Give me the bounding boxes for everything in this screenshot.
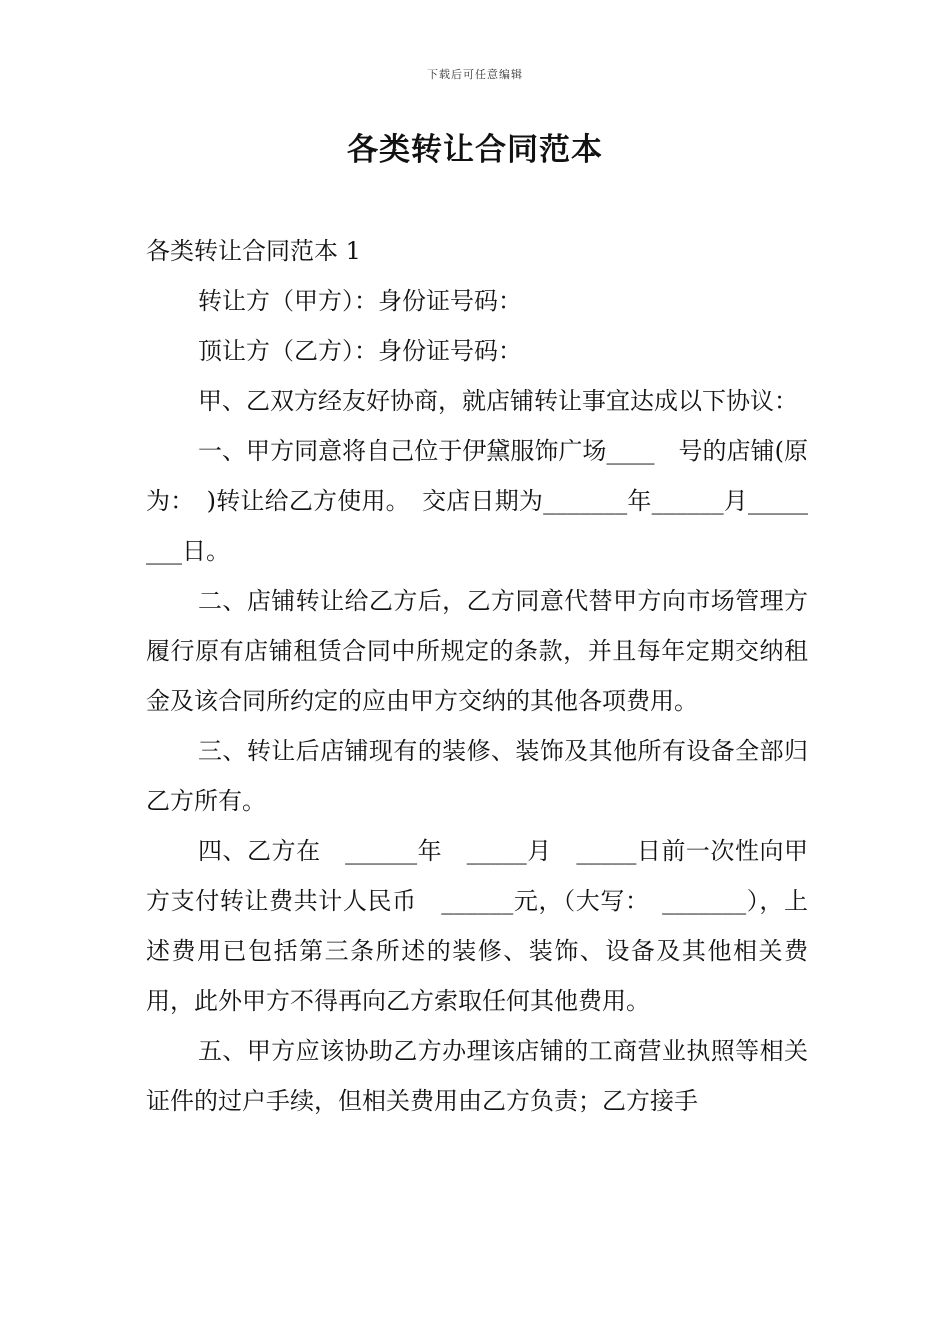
paragraph-clause-5: 五、甲方应该协助乙方办理该店铺的工商营业执照等相关证件的过户手续，但相关费用由乙方负责；乙方接手 bbox=[146, 1037, 808, 1115]
paragraph-transferor: 转让方（甲方）：身份证号码： bbox=[198, 287, 522, 315]
section-heading: 各类转让合同范本 1 bbox=[146, 237, 361, 265]
paragraph-clause-2: 二、店铺转让给乙方后，乙方同意代替甲方向市场管理方履行原有店铺租赁合同中所规定的条款，并且每年定期交纳租金及该合同所约定的应由甲方交纳的其他各项费用。 bbox=[146, 587, 808, 715]
paragraph-clause-4: 四、乙方在 ______年 _____月 _____日前一次性向甲方支付转让费共计人民币 ______元，（大写： _______），上述费用已包括第三条所述的装修、装饰、设备及其他相关费用，此外甲方不得再向乙方索取任何其他费用。 bbox=[146, 837, 808, 1015]
paragraph-transferee: 顶让方（乙方）：身份证号码： bbox=[198, 337, 522, 365]
paragraph-clause-3: 三、转让后店铺现有的装修、装饰及其他所有设备全部归乙方所有。 bbox=[146, 737, 808, 815]
document-body bbox=[146, 226, 808, 1126]
document-title: 各类转让合同范本 bbox=[347, 132, 603, 168]
paragraph-intro: 甲、乙双方经友好协商，就店铺转让事宜达成以下协议： bbox=[198, 387, 798, 415]
paragraph-clause-1: 一、甲方同意将自己位于伊黛服饰广场____ 号的店铺(原为： )转让给乙方使用。 交店日期为_______年______月________日。 bbox=[146, 437, 808, 565]
header-note: 下载后可任意编辑 bbox=[427, 68, 523, 81]
